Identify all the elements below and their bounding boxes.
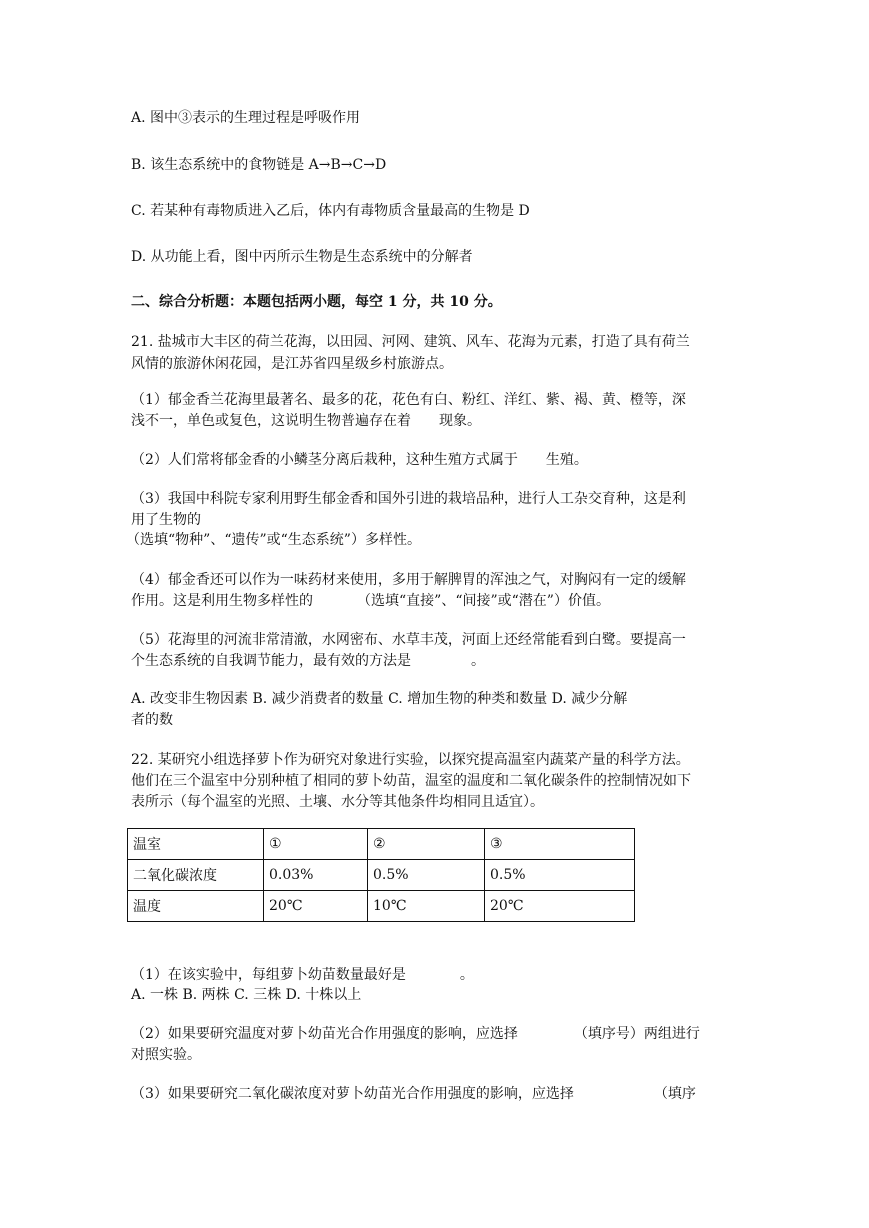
q22-part2-text: （2）如果要研究温度对萝卜幼苗光合作用强度的影响，应选择: [131, 1026, 518, 1042]
q21-intro-line1: 21. 盐城市大丰区的荷兰花海，以田园、河网、建筑、风车、花海为元素，打造了具有荷兰: [131, 334, 690, 350]
q21-part4-text: 作用。这是利用生物多样性的: [131, 593, 313, 609]
q21-part5-line1: （5）花海里的河流非常清澈，水网密布、水草丰茂，河面上还经常能看到白鹭。要提高一: [131, 632, 686, 648]
q22-part3-tail: （填序: [653, 1086, 696, 1102]
table-cell: ②: [368, 829, 485, 860]
q21-part1-line1: （1）郁金香兰花海里最著名、最多的花，花色有白、粉红、洋红、紫、褐、黄、橙等，深: [131, 392, 686, 408]
q21-part3-line1: （3）我国中科院专家利用野生郁金香和国外引进的栽培品种，进行人工杂交育种，这是利: [131, 491, 686, 507]
q22-intro-line1: 22. 某研究小组选择萝卜作为研究对象进行实验，以探究提高温室内蔬菜产量的科学方法。: [131, 752, 690, 768]
q21-part3-line2: 用了生物的: [131, 512, 201, 528]
q21-part5-options-line2: 者的数: [131, 712, 173, 728]
table-cell: 0.5%: [368, 860, 485, 891]
table-cell: 20℃: [264, 891, 368, 922]
q21-part2: [131, 449, 739, 471]
experiment-table: [127, 828, 635, 922]
q20-option-b: B. 该生态系统中的食物链是 A→B→C→D: [131, 157, 387, 173]
q21-part1-line2: [131, 410, 739, 432]
q22-part1-options: A. 一株 B. 两株 C. 三株 D. 十株以上: [131, 987, 362, 1003]
section-heading: 二、综合分析题：本题包括两小题，每空 1 分，共 10 分。: [131, 294, 502, 310]
q21-part5-tail: 。: [471, 653, 485, 669]
q21-part1-text: 浅不一，单色或复色，这说明生物普遍存在着: [131, 413, 411, 429]
q21-part2-text: （2）人们常将郁金香的小鳞茎分离后栽种，这种生殖方式属于: [131, 452, 518, 468]
q22-part3-text: （3）如果要研究二氧化碳浓度对萝卜幼苗光合作用强度的影响，应选择: [131, 1086, 574, 1102]
q20-option-a: A. 图中③表示的生理过程是呼吸作用: [131, 110, 361, 126]
q21-part4-line1: （4）郁金香还可以作为一味药材来使用，多用于解脾胃的浑浊之气，对胸闷有一定的缓解: [131, 572, 686, 588]
q22-intro-line3: 表所示（每个温室的光照、土壤、水分等其他条件均相同且适宜）。: [131, 794, 544, 810]
table-cell: 10℃: [368, 891, 485, 922]
q22-part3: [131, 1083, 739, 1105]
table-cell: 二氧化碳浓度: [128, 860, 264, 891]
table-cell: 温室: [128, 829, 264, 860]
table-cell: 0.03%: [264, 860, 368, 891]
table-cell: 0.5%: [485, 860, 635, 891]
q22-intro-line2: 他们在三个温室中分别种植了相同的萝卜幼苗，温室的温度和二氧化碳条件的控制情况如下: [131, 773, 691, 789]
q21-part4-tail: （选填“直接”、“间接”或“潜在”）价值。: [357, 593, 610, 609]
table-row: [128, 860, 635, 891]
table-cell: ③: [485, 829, 635, 860]
q21-part1-tail: 现象。: [439, 413, 481, 429]
q22-part1-text: （1）在该实验中，每组萝卜幼苗数量最好是: [131, 967, 406, 983]
table-cell: 20℃: [485, 891, 635, 922]
q22-part2-line2: 对照实验。: [131, 1047, 201, 1063]
table-row: [128, 891, 635, 922]
q21-intro-line2: 风情的旅游休闲花园，是江苏省四星级乡村旅游点。: [131, 356, 453, 372]
table-cell: 温度: [128, 891, 264, 922]
q21-part5-text: 个生态系统的自我调节能力，最有效的方法是: [131, 653, 411, 669]
q22-part2-tail: （填序号）两组进行: [573, 1026, 700, 1042]
q22-part2-line1: [131, 1023, 739, 1045]
table-cell: ①: [264, 829, 368, 860]
q20-option-c: C. 若某种有毒物质进入乙后，体内有毒物质含量最高的生物是 D: [131, 203, 530, 219]
q22-part1: [131, 964, 739, 986]
q21-part5-line2: [131, 650, 739, 672]
table-row: [128, 829, 635, 860]
q21-part5-options-line1: A. 改变非生物因素 B. 减少消费者的数量 C. 增加生物的种类和数量 D. 减少分解: [131, 691, 628, 707]
q20-option-d: D. 从功能上看，图中丙所示生物是生态系统中的分解者: [131, 249, 473, 265]
q21-part2-tail: 生殖。: [545, 452, 588, 468]
q21-part4-line2: [131, 590, 739, 612]
q22-part1-tail: 。: [459, 967, 474, 983]
q21-part3-line3: （选填“物种”、“遗传”或“生态系统”）多样性。: [126, 532, 421, 548]
